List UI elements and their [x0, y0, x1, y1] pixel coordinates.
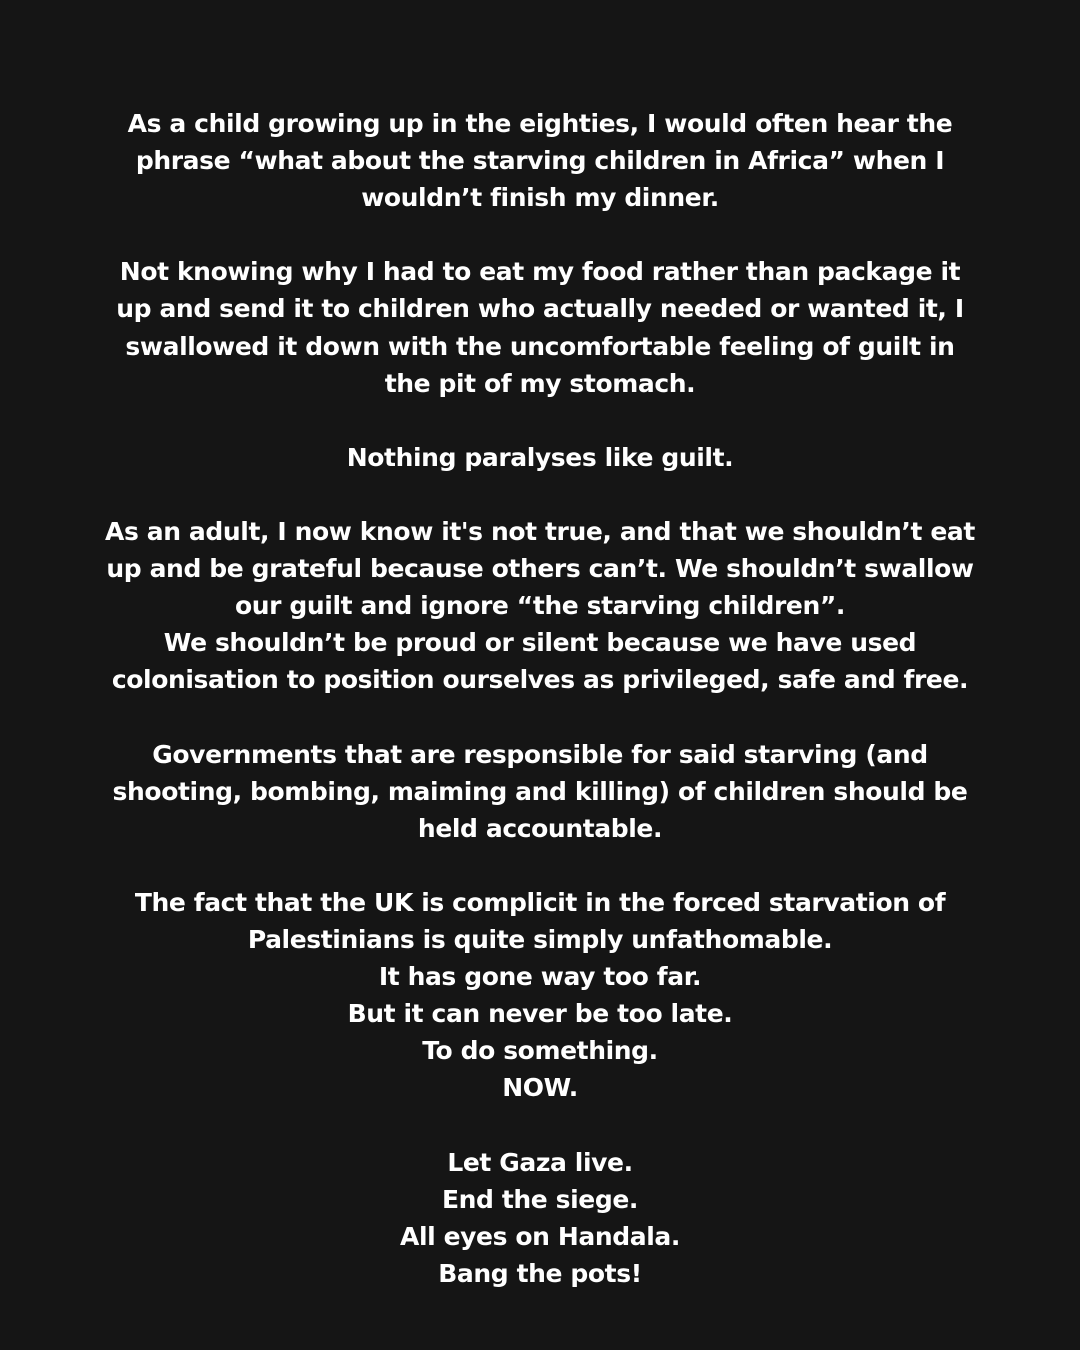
text-line: The fact that the UK is complicit in the forced starvation of	[134, 887, 946, 917]
paragraph-paralyses	[60, 439, 1020, 476]
text-line: All eyes on Handala.	[400, 1221, 680, 1251]
text-line: To do something.	[422, 1036, 658, 1066]
text-line: End the siege.	[441, 1184, 639, 1214]
text-line: held accountable.	[417, 813, 663, 843]
paragraph-guilt-feeling	[60, 253, 1020, 401]
text-line: As an adult, I now know it's not true, and that we shouldn’t eat	[105, 517, 975, 547]
text-line: It has gone way too far.	[378, 962, 702, 992]
text-line: the pit of my stomach.	[384, 368, 696, 398]
text-line: wouldn’t finish my dinner.	[361, 183, 719, 213]
paragraph-uk-complicit	[60, 884, 1020, 1107]
paragraph-childhood	[60, 105, 1020, 216]
paragraph-governments	[60, 736, 1020, 847]
text-line: Bang the pots!	[438, 1258, 642, 1288]
text-line: NOW.	[502, 1073, 578, 1103]
text-line: up and be grateful because others can’t. We shouldn’t swallow	[106, 554, 974, 584]
text-line: We shouldn’t be proud or silent because we have used	[163, 628, 917, 658]
text-line: phrase “what about the starving children in Africa” when I	[135, 146, 945, 176]
text-line: colonisation to position ourselves as privileged, safe and free.	[111, 665, 969, 695]
text-line: Palestinians is quite simply unfathomable.	[247, 925, 833, 955]
text-line: Nothing paralyses like guilt.	[346, 442, 734, 472]
text-line: up and send it to children who actually needed or wanted it, I	[116, 294, 964, 324]
text-line: Let Gaza live.	[447, 1147, 633, 1177]
text-line: Not knowing why I had to eat my food rather than package it	[119, 257, 961, 287]
text-post	[0, 105, 1080, 1292]
text-line: But it can never be too late.	[347, 999, 733, 1029]
text-line: As a child growing up in the eighties, I would often hear the	[127, 109, 953, 138]
text-line: swallowed it down with the uncomfortable feeling of guilt in	[125, 331, 955, 361]
paragraph-adult	[60, 513, 1020, 698]
paragraph-calls-to-action	[60, 1144, 1020, 1292]
text-line: our guilt and ignore “the starving children”.	[235, 591, 845, 621]
text-line: shooting, bombing, maiming and killing) of children should be	[112, 776, 968, 806]
text-line: Governments that are responsible for said starving (and	[152, 739, 928, 769]
